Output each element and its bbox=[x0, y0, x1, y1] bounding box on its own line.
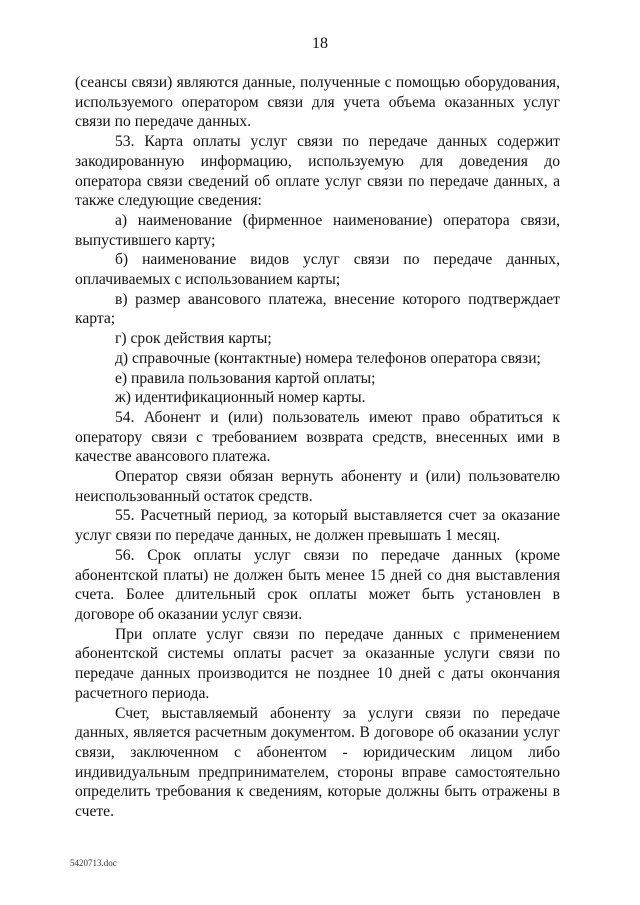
list-item-b: б) наименование видов услуг связи по передаче данных, оплачиваемых с использованием карты; bbox=[75, 251, 560, 289]
list-item-zh: ж) идентификационный номер карты. bbox=[115, 389, 366, 407]
paragraph-56: 56. Срок оплаты услуг связи по передаче данных (кроме абонентской платы) не должен быть менее 15 дней со дня выставления счета. Более длительный срок оплаты может быть установлен в договоре об оказании услуг связи. bbox=[75, 546, 560, 623]
list-item-g: г) срок действия карты; bbox=[115, 330, 272, 348]
document-body bbox=[75, 73, 560, 822]
paragraph-54: 54. Абонент и (или) пользователь имеют право обратиться к оператору связи с требованием возврата средств, внесенных ими в качестве авансового платежа. bbox=[75, 408, 560, 466]
list-item-d: д) справочные (контактные) номера телефонов оператора связи; bbox=[115, 349, 541, 367]
paragraph-56-subscription: При оплате услуг связи по передаче данных с применением абонентской системы оплаты расчет за оказанные услуги связи по передаче данных производится не позднее 10 дней с даты окончания расчетного периода. bbox=[75, 625, 560, 702]
paragraph-54-operator: Оператор связи обязан вернуть абоненту и (или) пользователю неиспользованный остаток средств. bbox=[75, 468, 560, 505]
list-item-e: е) правила пользования картой оплаты; bbox=[115, 369, 376, 387]
paragraph-continuation: (сеансы связи) являются данные, полученные с помощью оборудования, используемого оператором связи для учета объема оказанных услуг связи по передаче данных. bbox=[75, 74, 560, 131]
paragraph-55: 55. Расчетный период, за который выставляется счет за оказание услуг связи по передаче данных, не должен превышать 1 месяц. bbox=[75, 507, 560, 545]
list-item-a: а) наименование (фирменное наименование) оператора связи, выпустившего карту; bbox=[75, 211, 560, 249]
list-item-v: в) размер авансового платежа, внесение которого подтверждает карта; bbox=[75, 290, 560, 328]
footer-filename: 5420713.doc bbox=[70, 858, 117, 868]
paragraph-56-invoice: Счет, выставляемый абоненту за услуги связи по передаче данных, является расчетным документом. В договоре об оказании услуг связи, заключенном с абонентом - юридическим лицом либо индивидуальным предпринимателем, стороны вправе самостоятельно определить требования к сведениям, которые должны быть отражены в счете. bbox=[75, 704, 560, 821]
paragraph-53: 53. Карта оплаты услуг связи по передаче данных содержит закодированную информацию, используемую для доведения до оператора связи сведений об оплате услуг связи по передаче данных, а также следующие сведения: bbox=[75, 133, 560, 210]
page-number: 18 bbox=[312, 35, 328, 52]
